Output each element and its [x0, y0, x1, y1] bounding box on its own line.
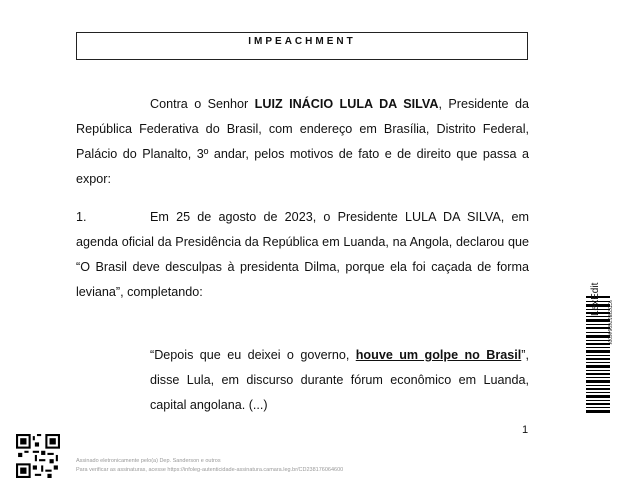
intro-post: , Presidente da República Federativa do Brasil, com endereço em Brasília, Distrito Federal, Palácio do Planalto, 3º andar, pelos motivos de fato e de direito que passa a expor:: [76, 97, 529, 186]
page-number: 1: [522, 424, 529, 436]
intro-paragraph: [76, 92, 529, 192]
barcode-label: LexEdit: [590, 282, 601, 316]
quote-post: ”, disse Lula, em discurso durante fórum econômico em Luanda, capital angolana. (...): [150, 348, 529, 412]
document-title: IMPEACHMENT: [76, 32, 528, 60]
footer-signed-by: Assinado eletronicamente pelo(a) Dep. Sanderson e outros: [76, 458, 221, 464]
signature-footer: [76, 457, 343, 475]
intro-pre: Contra o Senhor: [150, 97, 255, 111]
quote-pre: “Depois que eu deixei o governo,: [150, 348, 356, 362]
accused-name: LUIZ INÁCIO LULA DA SILVA: [254, 97, 439, 111]
barcode-code: *CD238176064600*: [606, 300, 612, 345]
qr-code-icon: [16, 434, 60, 478]
item-1-paragraph: [76, 205, 529, 305]
item-1-text: Em 25 de agosto de 2023, o Presidente LULA DA SILVA, em agenda oficial da Presidência da República em Luanda, na Angola, declarou que “O Brasil deve desculpas à presidenta Dilma, porque ela foi caçada de forma leviana”, completando:: [76, 210, 529, 299]
footer-verify-link: Para verificar as assinaturas, acesse https://infoleg-autenticidade-assinatura.camara.leg.br/CD238176064600: [76, 467, 344, 473]
quote-highlight: houve um golpe no Brasil: [355, 348, 522, 362]
quote-paragraph: [150, 343, 529, 418]
item-number: 1.: [76, 210, 87, 224]
